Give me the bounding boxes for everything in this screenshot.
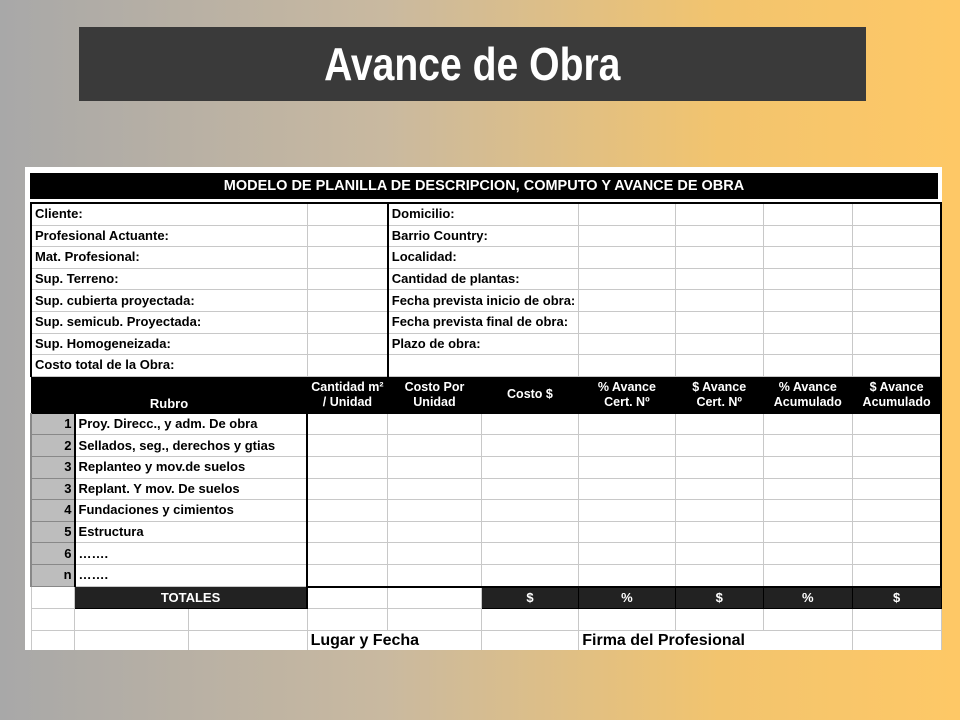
data-cell[interactable] [763,478,852,500]
info-row [31,333,941,355]
blank-cell [852,609,941,631]
data-cell[interactable] [307,521,388,543]
info-label-right: Plazo de obra: [388,333,579,355]
data-cell[interactable] [675,521,763,543]
info-value-cell[interactable] [675,203,763,225]
col-header-usd-acum: $ Avance Acumulado [852,376,941,413]
info-value-cell[interactable] [307,311,388,333]
data-cell[interactable] [852,543,941,565]
info-value-cell[interactable] [675,333,763,355]
info-row [31,247,941,269]
totals-pct-acum: % [763,587,852,609]
data-cell[interactable] [579,413,675,435]
col-header-rubro: Rubro [31,376,307,413]
table-row [31,435,941,457]
blank-cell [481,630,579,650]
blank-cell [31,587,75,609]
info-value-cell[interactable] [763,203,852,225]
row-number: 1 [31,413,75,435]
col-header-pct-cert: % Avance Cert. Nº [579,376,675,413]
blank-cell [31,630,75,650]
info-label-left: Profesional Actuante: [31,225,307,247]
info-label-right: Fecha prevista inicio de obra: [388,290,579,312]
data-cell[interactable] [579,543,675,565]
data-cell[interactable] [675,456,763,478]
signature-label: Firma del Profesional [579,630,852,650]
info-value-cell[interactable] [579,268,675,290]
info-value-cell[interactable] [579,203,675,225]
info-row [31,225,941,247]
place-date-label: Lugar y Fecha [307,630,481,650]
data-cell[interactable] [763,435,852,457]
data-cell[interactable] [852,478,941,500]
blank-cell [579,609,675,631]
totals-usd-acum: $ [852,587,941,609]
table-row [31,456,941,478]
info-label-left: Sup. Terreno: [31,268,307,290]
data-cell[interactable] [852,413,941,435]
data-cell[interactable] [307,564,388,586]
info-value-cell[interactable] [675,225,763,247]
data-cell[interactable] [763,413,852,435]
info-value-cell[interactable] [763,268,852,290]
info-value-cell[interactable] [763,247,852,269]
data-cell[interactable] [675,500,763,522]
info-value-cell[interactable] [675,355,763,377]
data-cell[interactable] [388,564,481,586]
info-value-cell[interactable] [852,268,941,290]
data-cell[interactable] [481,435,579,457]
table-row [31,521,941,543]
spacer-row [31,609,941,631]
info-value-cell[interactable] [307,225,388,247]
col-header-usd-cert: $ Avance Cert. Nº [675,376,763,413]
slide-title: Avance de Obra [324,38,621,90]
data-cell[interactable] [388,500,481,522]
totals-label: TOTALES [75,587,308,609]
data-cell[interactable] [388,435,481,457]
data-cell[interactable] [481,478,579,500]
data-cell[interactable] [852,456,941,478]
info-value-cell[interactable] [763,355,852,377]
info-value-cell[interactable] [307,268,388,290]
row-number: 4 [31,500,75,522]
blank-cell [188,609,307,631]
blank-cell [307,609,388,631]
info-value-cell[interactable] [307,355,388,377]
info-value-cell[interactable] [307,333,388,355]
info-label-right: Cantidad de plantas: [388,268,579,290]
blank-cell [675,609,763,631]
info-value-cell[interactable] [763,290,852,312]
rubro-cell: Sellados, seg., derechos y gtias [75,435,308,457]
info-label-left: Mat. Profesional: [31,247,307,269]
data-cell[interactable] [852,521,941,543]
table-row [31,478,941,500]
data-cell[interactable] [763,543,852,565]
info-label-left: Cliente: [31,203,307,225]
info-label-left: Costo total de la Obra: [31,355,307,377]
data-cell[interactable] [763,564,852,586]
info-value-cell[interactable] [579,355,675,377]
info-label-left: Sup. semicub. Proyectada: [31,311,307,333]
info-row [31,355,941,377]
data-cell[interactable] [579,435,675,457]
totals-value-cell[interactable] [307,587,388,609]
info-value-cell[interactable] [307,290,388,312]
row-number: 5 [31,521,75,543]
data-cell[interactable] [675,564,763,586]
data-cell[interactable] [675,435,763,457]
blank-cell [75,609,189,631]
info-value-cell[interactable] [675,290,763,312]
info-value-cell[interactable] [675,268,763,290]
rubro-cell: Replanteo y mov.de suelos [75,456,308,478]
data-cell[interactable] [481,413,579,435]
blank-cell [75,630,189,650]
info-label-right: Localidad: [388,247,579,269]
rubro-cell: ……. [75,564,308,586]
slide-title-bar [79,27,866,101]
data-cell[interactable] [579,456,675,478]
info-label-left: Sup. cubierta proyectada: [31,290,307,312]
blank-cell [388,609,481,631]
info-value-cell[interactable] [579,247,675,269]
totals-value-cell[interactable] [388,587,481,609]
data-cell[interactable] [763,456,852,478]
totals-costo: $ [481,587,579,609]
info-label-right: Fecha prevista final de obra: [388,311,579,333]
data-cell[interactable] [579,478,675,500]
data-cell[interactable] [388,521,481,543]
totals-usd-cert: $ [675,587,763,609]
data-cell[interactable] [388,456,481,478]
data-cell[interactable] [579,500,675,522]
data-cell[interactable] [307,543,388,565]
info-value-cell[interactable] [675,247,763,269]
info-value-cell[interactable] [579,333,675,355]
data-cell[interactable] [307,456,388,478]
info-value-cell[interactable] [852,333,941,355]
spreadsheet [25,167,942,650]
info-value-cell[interactable] [852,203,941,225]
rubro-cell: Estructura [75,521,308,543]
col-header-costo-unidad: Costo Por Unidad [388,376,481,413]
info-value-cell[interactable] [307,203,388,225]
info-label-left: Sup. Homogeneizada: [31,333,307,355]
rubro-cell: Fundaciones y cimientos [75,500,308,522]
col-header-pct-acum: % Avance Acumulado [763,376,852,413]
data-cell[interactable] [481,500,579,522]
data-cell[interactable] [852,564,941,586]
table-row [31,564,941,586]
data-cell[interactable] [307,500,388,522]
row-number: 3 [31,456,75,478]
info-row [31,268,941,290]
rubro-cell: ……. [75,543,308,565]
data-cell[interactable] [481,456,579,478]
info-value-cell[interactable] [579,290,675,312]
info-value-cell[interactable] [763,225,852,247]
data-cell[interactable] [307,435,388,457]
table-row [31,543,941,565]
row-number: 6 [31,543,75,565]
col-header-cantidad: Cantidad m² / Unidad [307,376,388,413]
col-header-costo: Costo $ [481,376,579,413]
row-number: 2 [31,435,75,457]
data-cell[interactable] [307,413,388,435]
info-row [31,203,941,225]
column-header-row [31,376,941,413]
sheet-header: MODELO DE PLANILLA DE DESCRIPCION, COMPUTO Y AVANCE DE OBRA [30,173,938,199]
blank-cell [481,609,579,631]
data-cell[interactable] [481,543,579,565]
info-empty-cell [388,355,579,377]
info-value-cell[interactable] [763,311,852,333]
info-value-cell[interactable] [763,333,852,355]
blank-cell [31,609,75,631]
info-value-cell[interactable] [852,311,941,333]
rubro-cell: Proy. Direcc., y adm. De obra [75,413,308,435]
info-label-right: Barrio Country: [388,225,579,247]
row-number: 3 [31,478,75,500]
table-row [31,500,941,522]
table-row [31,413,941,435]
data-cell[interactable] [675,478,763,500]
form-table [30,202,942,650]
info-value-cell[interactable] [579,225,675,247]
data-cell[interactable] [481,564,579,586]
blank-cell [188,630,307,650]
signature-row [31,630,941,650]
totals-pct-cert: % [579,587,675,609]
data-cell[interactable] [579,521,675,543]
blank-cell [763,609,852,631]
data-cell[interactable] [675,413,763,435]
totals-row [31,587,941,609]
info-value-cell[interactable] [852,290,941,312]
data-cell[interactable] [388,543,481,565]
info-value-cell[interactable] [852,225,941,247]
info-row [31,311,941,333]
data-cell[interactable] [763,500,852,522]
data-cell[interactable] [675,543,763,565]
data-cell[interactable] [388,478,481,500]
data-cell[interactable] [307,478,388,500]
data-cell[interactable] [579,564,675,586]
data-cell[interactable] [481,521,579,543]
info-label-right: Domicilio: [388,203,579,225]
info-value-cell[interactable] [307,247,388,269]
info-value-cell[interactable] [579,311,675,333]
data-cell[interactable] [852,435,941,457]
info-value-cell[interactable] [852,355,941,377]
row-number: n [31,564,75,586]
rubro-cell: Replant. Y mov. De suelos [75,478,308,500]
info-value-cell[interactable] [852,247,941,269]
info-row [31,290,941,312]
data-cell[interactable] [763,521,852,543]
blank-cell [852,630,941,650]
data-cell[interactable] [388,413,481,435]
data-cell[interactable] [852,500,941,522]
info-value-cell[interactable] [675,311,763,333]
